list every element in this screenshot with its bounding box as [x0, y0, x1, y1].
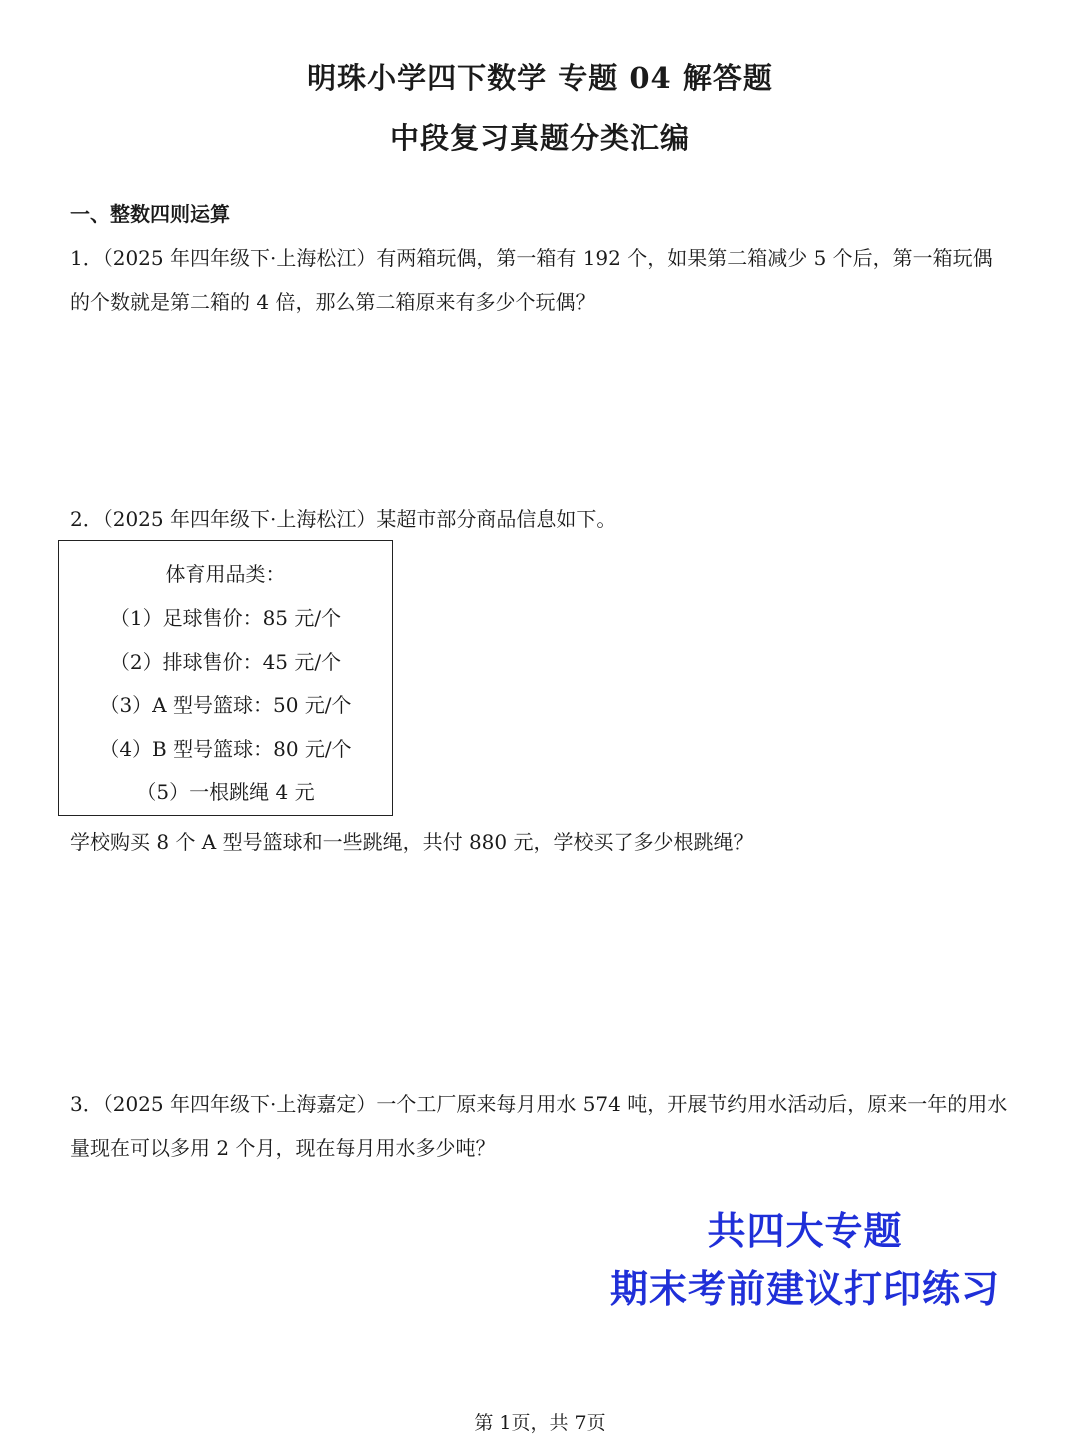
- product-info-box: [58, 540, 393, 816]
- document-subtitle: 中段复习真题分类汇编: [389, 121, 690, 155]
- promo-line-1: 共四大专题: [707, 1209, 903, 1253]
- info-box-item: （4）B 型号篮球：80 元/个: [99, 737, 352, 761]
- section-heading: 一、整数四则运算: [70, 202, 230, 226]
- document-title: 明珠小学四下数学 专题 04 解答题: [307, 61, 773, 95]
- page-number: 第 1页，共 7页: [474, 1412, 606, 1434]
- promo-line-2: 期末考前建议打印练习: [609, 1267, 1000, 1311]
- info-box-item: （1）足球售价：85 元/个: [109, 606, 342, 630]
- question-3: 3．（2025 年四年级下·上海嘉定）一个工厂原来每月用水 574 吨，开展节约用水活动后，原来一年的用水量现在可以多用 2 个月，现在每月用水多少吨？: [70, 1092, 1008, 1160]
- info-box-item: （5）一根跳绳 4 元: [136, 780, 315, 804]
- question-1: 1．（2025 年四年级下·上海松江）有两箱玩偶，第一箱有 192 个，如果第二箱减少 5 个后，第一箱玩偶的个数就是第二箱的 4 倍，那么第二箱原来有多少个玩偶？: [70, 246, 993, 314]
- info-box-heading: 体育用品类：: [165, 562, 286, 586]
- info-box-item: （2）排球售价：45 元/个: [109, 650, 342, 674]
- info-box-item: （3）A 型号篮球：50 元/个: [99, 693, 352, 717]
- question-2-follow-up: 学校购买 8 个 A 型号篮球和一些跳绳，共付 880 元，学校买了多少根跳绳？: [70, 830, 754, 854]
- question-2: 2．（2025 年四年级下·上海松江）某超市部分商品信息如下。: [70, 507, 617, 531]
